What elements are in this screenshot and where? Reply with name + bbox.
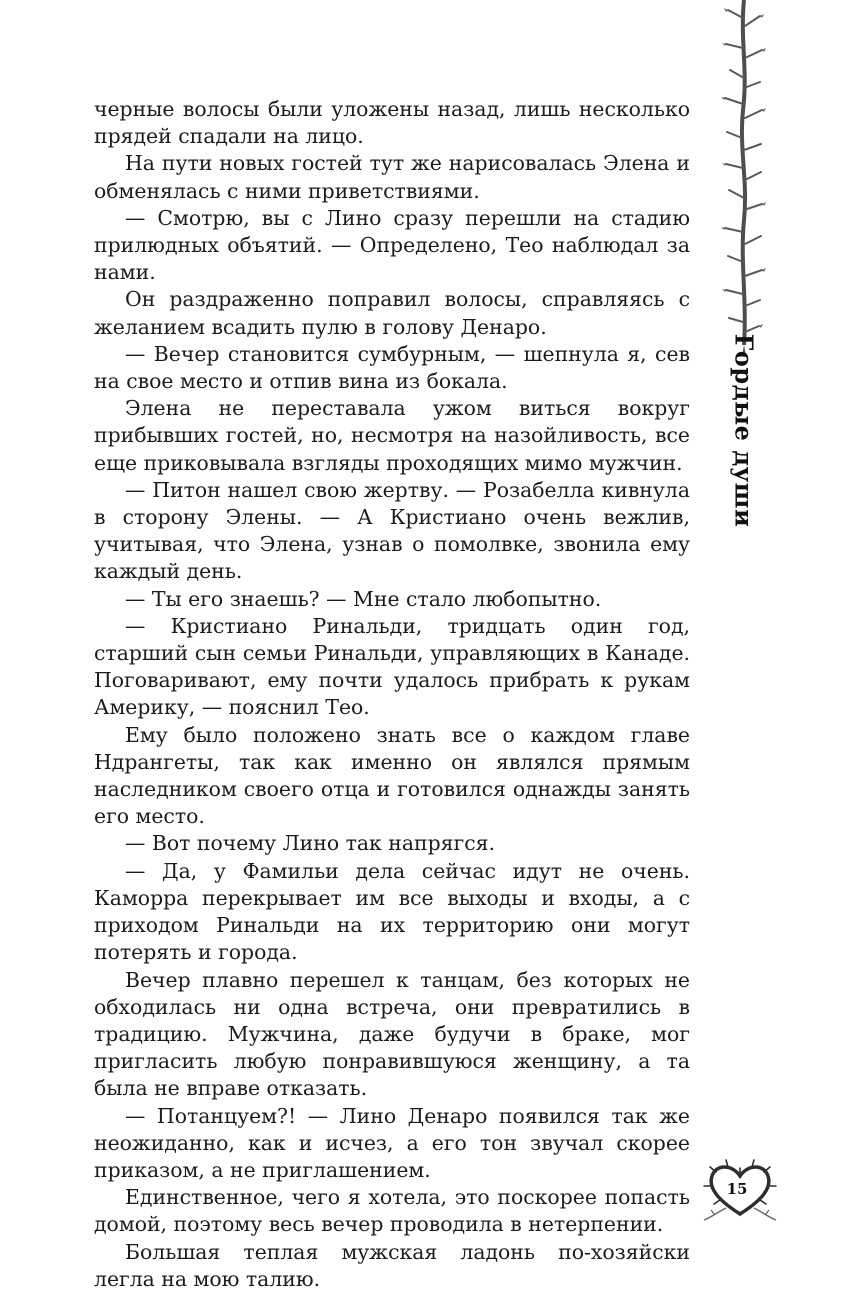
paragraph: Вечер плавно перешел к танцам, без которых не обходилась ни одна встреча, они превратились в традицию. Мужчина, даже будучи в браке, мог пригласить любую понравившуюся женщину, а та была не вправе отказать. xyxy=(94,967,690,1101)
paragraph: — Потанцуем?! — Лино Денаро появился так же неожиданно, как и исчез, а его тон звучал скорее приказом, а не приглашением. xyxy=(94,1103,690,1182)
paragraph: Элена не переставала ужом виться вокруг прибывших гостей, но, несмотря на назойливость, все еще приковывала взгляды проходящих мимо мужчин. xyxy=(94,396,690,475)
paragraph: — Вот почему Лино так напрягся. xyxy=(125,831,495,856)
paragraph: Единственное, чего я хотела, это поскорее попасть домой, поэтому весь вечер проводила в нетерпении. xyxy=(94,1185,690,1237)
paragraph: — Смотрю, вы с Лино сразу перешли на стадию прилюдных объятий. — Определено, Тео наблюдал за нами. xyxy=(94,205,690,285)
thorn-vine-ornament xyxy=(716,0,772,360)
paragraph: Ему было положено знать все о каждом главе Ндрангеты, так как именно он являлся прямым наследником своего отца и готовился однажды занять его место. xyxy=(94,722,690,829)
paragraph: На пути новых гостей тут же нарисовалась Элена и обменялась с ними приветствиями. xyxy=(94,151,690,203)
paragraph: черные волосы были уложены назад, лишь несколько прядей спадали на лицо. xyxy=(94,97,690,149)
paragraph: Он раздраженно поправил волосы, справляясь с желанием всадить пулю в голову Денаро. xyxy=(94,287,690,339)
paragraph: — Кристиано Ринальди, тридцать один год, старший сын семьи Ринальди, управляющих в Канаде. Поговаривают, ему почти удалось прибрать к рукам Америку, — пояснил Тео. xyxy=(94,613,690,720)
page-number: 15 xyxy=(726,1180,748,1198)
page-body-text xyxy=(94,96,690,1293)
paragraph: — Питон нашел свою жертву. — Розабелла кивнула в сторону Элены. — А Кристиано очень вежлив, учитывая, что Элена, узнав о помолвке, звонила ему каждый день. xyxy=(94,477,690,584)
paragraph: — Ты его знаешь? — Мне стало любопытно. xyxy=(125,586,602,611)
paragraph: — Вечер становится сумбурным, — шепнула я, сев на свое место и отпив вина из бокала. xyxy=(94,341,690,394)
paragraph: — Да, у Фамильи дела сейчас идут не очень. Каморра перекрывает им все выходы и входы, а с приходом Ринальди на их территорию они могут потерять и города. xyxy=(94,858,690,965)
running-head-book-title: Гордые души xyxy=(729,333,759,527)
paragraph: Большая теплая мужская ладонь по-хозяйски легла на мою талию. xyxy=(94,1239,690,1291)
